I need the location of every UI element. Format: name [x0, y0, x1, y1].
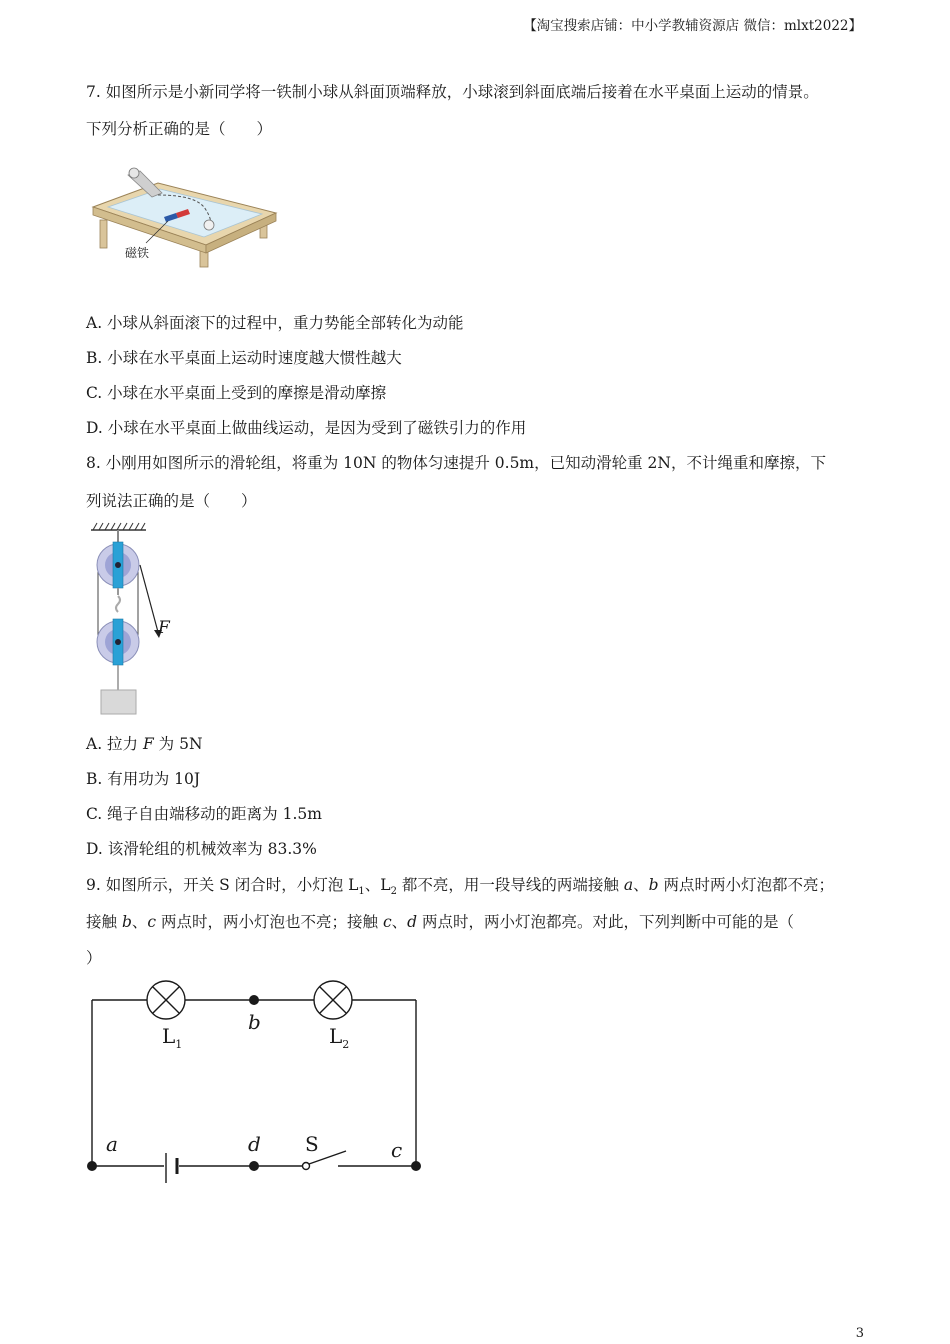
circuit-label-l2: $L_2$ — [329, 1024, 350, 1051]
steel-ball-start-icon — [129, 168, 139, 178]
circuit-label-a: a — [106, 1132, 118, 1156]
movable-pulley-icon — [97, 619, 139, 665]
bulb-l1-icon — [147, 981, 185, 1019]
node-b-icon — [249, 995, 259, 1005]
q7-option-d: D. 小球在水平桌面上做曲线运动，是因为受到了磁铁引力的作用 — [86, 419, 527, 437]
circuit-label-b: b — [248, 1010, 261, 1034]
node-c-icon — [411, 1161, 421, 1171]
q8-stem-line1: 8. 小刚用如图所示的滑轮组，将重为 10N 的物体匀速提升 0.5m，已知动滑轮重 2N，不计绳重和摩擦，下 — [86, 454, 826, 472]
q8-option-d: D. 该滑轮组的机械效率为 83.3% — [86, 840, 317, 858]
circuit-label-c: c — [391, 1138, 403, 1162]
q7-option-a: A. 小球从斜面滚下的过程中，重力势能全部转化为动能 — [86, 314, 464, 332]
fixed-pulley-icon — [97, 542, 139, 588]
q7-stem-line1: 7. 如图所示是小新同学将一铁制小球从斜面顶端释放，小球滚到斜面底端后接着在水平桌面上运动的情景。 — [86, 83, 819, 101]
weight-block-icon — [101, 690, 136, 714]
q9-stem-line1: 9. 如图所示，开关 S 闭合时，小灯泡 $L_1$、$L_2$ 都不亮，用一段导线的两端接触 a、b 两点时两小灯泡都不亮； — [86, 876, 834, 898]
q9-stem-line3: ） — [86, 949, 102, 967]
q9-stem-line2: 接触 b、c 两点时，两小灯泡也不亮；接触 c、d 两点时，两小灯泡都亮。对此，下列判断中可能的是（ — [86, 913, 795, 931]
q8-option-a: A. 拉力 F 为 5N — [86, 735, 203, 753]
circuit-label-l1: $L_1$ — [162, 1024, 183, 1051]
bulb-l2-icon — [314, 981, 352, 1019]
page-number: 3 — [855, 1326, 864, 1341]
q8-force-label: F — [158, 618, 170, 638]
q7-figure-incline-table — [88, 165, 283, 275]
node-d-icon — [249, 1161, 259, 1171]
q7-magnet-label: 磁铁 — [125, 246, 150, 260]
page-header: 【淘宝搜索店铺：中小学教辅资源店 微信：mlxt2022】 — [523, 18, 862, 34]
q7-stem-line2: 下列分析正确的是（ ） — [86, 120, 273, 138]
steel-ball-end-icon — [204, 220, 214, 230]
node-a-icon — [87, 1161, 97, 1171]
circuit-label-d: d — [248, 1132, 261, 1156]
battery-icon — [166, 1153, 177, 1183]
q7-option-c: C. 小球在水平桌面上受到的摩擦是滑动摩擦 — [86, 384, 387, 402]
q8-option-b: B. 有用功为 10J — [86, 770, 201, 788]
circuit-label-s: S — [305, 1132, 319, 1156]
q7-option-b: B. 小球在水平桌面上运动时速度越大惯性越大 — [86, 349, 402, 367]
q8-stem-line2: 列说法正确的是（ ） — [86, 492, 257, 510]
q8-option-c: C. 绳子自由端移动的距离为 1.5m — [86, 805, 322, 823]
